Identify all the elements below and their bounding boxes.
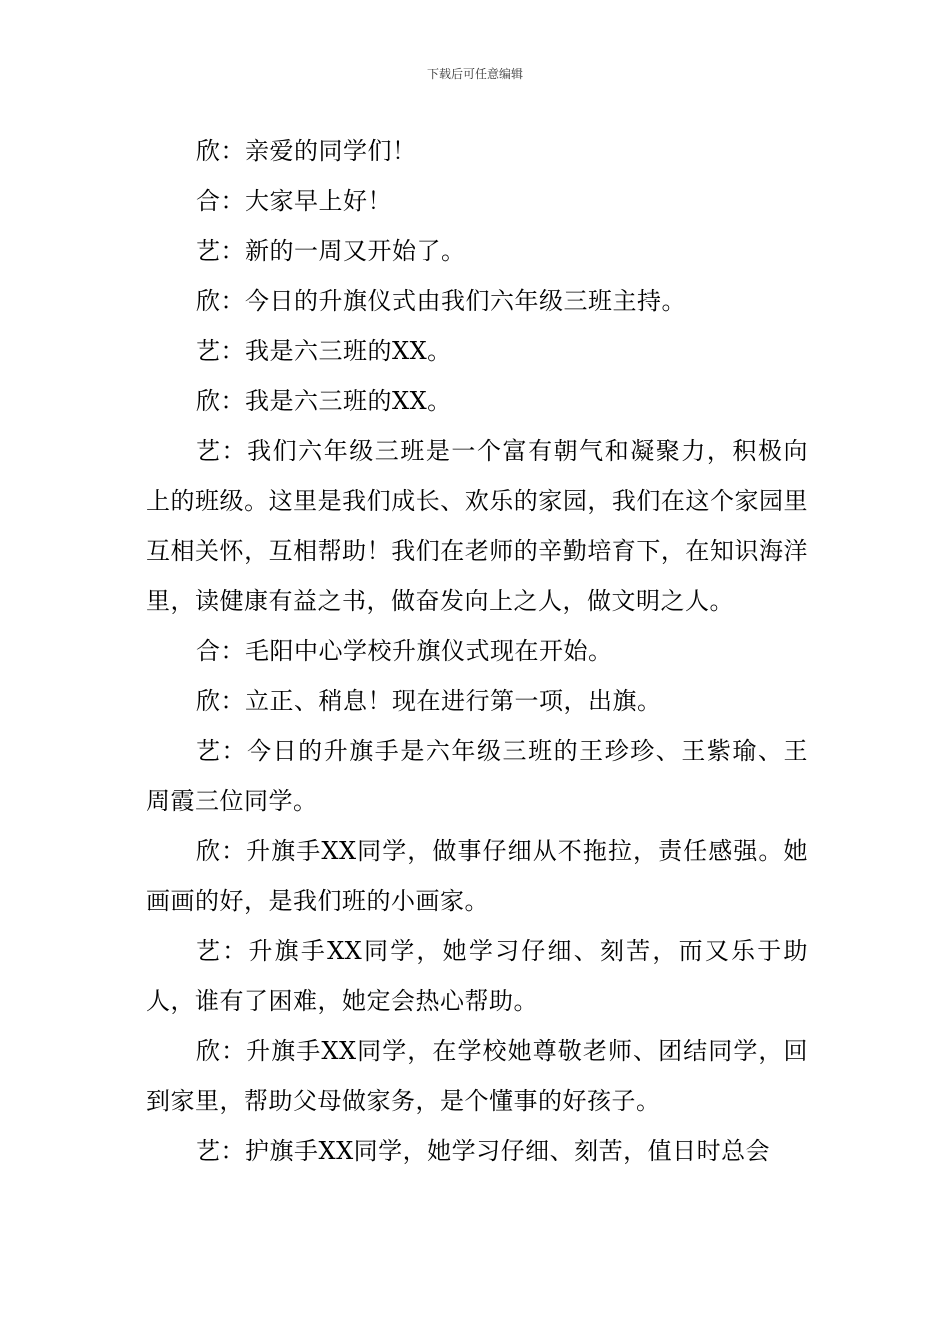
paragraph: 合：毛阳中心学校升旗仪式现在开始。 (196, 637, 613, 665)
page-header-note: 下载后可任意编辑 (426, 67, 523, 81)
paragraph: 艺：新的一周又开始了。 (196, 237, 466, 265)
paragraph: 欣：升旗手XX同学，做事仔细从不拖拉，责任感强。她画画的好，是我们班的小画家。 (146, 837, 808, 915)
paragraph: 艺：今日的升旗手是六年级三班的王珍珍、王紫瑜、王周霞三位同学。 (146, 737, 808, 815)
paragraph: 合：大家早上好！ (196, 187, 392, 215)
paragraph: 欣：亲爱的同学们！ (196, 137, 417, 165)
paragraph: 欣：我是六三班的XX。 (196, 387, 452, 415)
paragraph: 欣：立正、稍息！现在进行第一项，出旗。 (196, 687, 662, 715)
paragraph: 艺：升旗手XX同学，她学习仔细、刻苦，而又乐于助人，谁有了困难，她定会热心帮助。 (146, 937, 808, 1015)
paragraph: 艺：我是六三班的XX。 (196, 337, 452, 365)
paragraph: 欣：今日的升旗仪式由我们六年级三班主持。 (196, 287, 686, 315)
paragraph: 艺：我们六年级三班是一个富有朝气和凝聚力，积极向上的班级。这里是我们成长、欢乐的家园，我们在这个家园里互相关怀，互相帮助！我们在老师的辛勤培育下，在知识海洋里，读健康有益之书，做奋发向上之人，做文明之人。 (146, 437, 808, 615)
paragraph: 艺：护旗手XX同学，她学习仔细、刻苦，值日时总会 (196, 1137, 771, 1165)
paragraph: 欣：升旗手XX同学，在学校她尊敬老师、团结同学，回到家里，帮助父母做家务，是个懂事的好孩子。 (146, 1037, 808, 1115)
document-body (146, 126, 808, 1176)
